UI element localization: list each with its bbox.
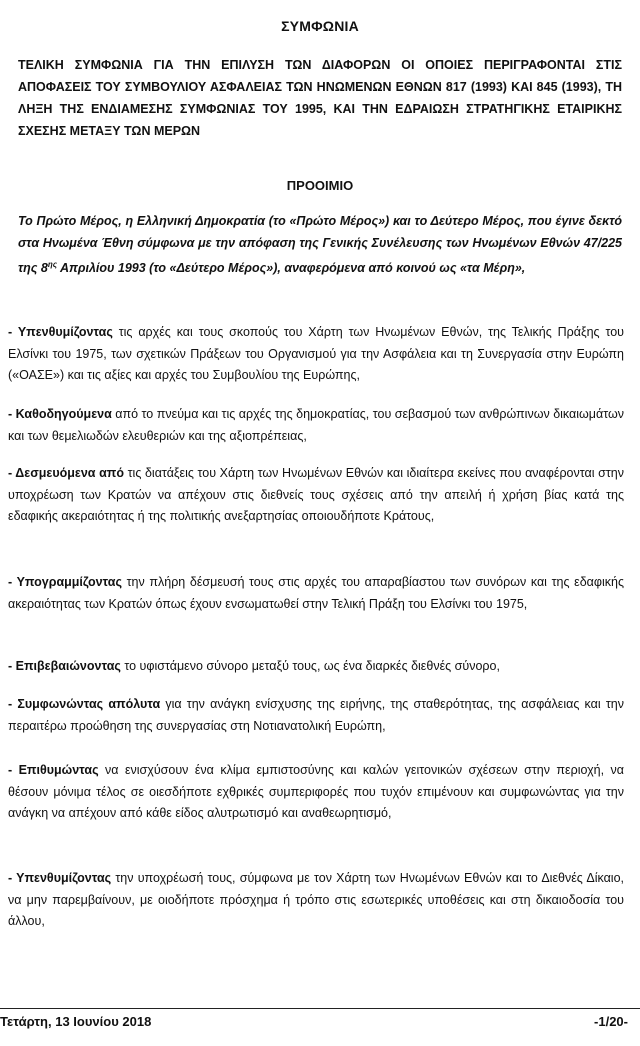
footer-date: Τετάρτη, 13 Ιουνίου 2018	[0, 1014, 152, 1029]
clause-text: να ενισχύσουν ένα κλίμα εμπιστοσύνης και καλών γειτονικών σχέσεων στην περιοχή, να θέσουν μόνιμα τέλος σε οιεσδήποτε εχθρικές συμπεριφορές που τυχόν επιμένουν και συμφωνώντας για την ανάγκη να απέχουν από κάθε είδος αλυτρωτισμό και αναθεωρητισμό,	[8, 763, 625, 820]
preamble-clause	[8, 656, 624, 678]
preamble-clause	[8, 694, 624, 737]
clause-text: την πλήρη δέσμευσή τους στις αρχές του απαραβίαστου των συνόρων και της εδαφικής ακεραιότητας των Κρατών όπως έχουν ενσωματωθεί στην Τελική Πράξη του Ελσίνκι του 1975,	[8, 575, 624, 611]
clause-lead: - Υπενθυμίζοντας	[8, 325, 113, 339]
clause-text: τις διατάξεις του Χάρτη των Ηνωμένων Εθνών και ιδιαίτερα εκείνες που αναφέρονται στην υποχρέωση των Κρατών να απέχουν στις διεθνείς τους σχέσεις από την απειλή ή χρήση βίας κατά της εδαφικής ακεραιότητας ή της πολιτικής ανεξαρτησίας οποιουδήποτε Κράτους,	[8, 466, 624, 523]
clause-text: την υποχρέωσή τους, σύμφωνα με τον Χάρτη των Ηνωμένων Εθνών και το Διεθνές Δίκαιο, να μην παρεμβαίνουν, με οιοδήποτε πρόσχημα ή τρόπο στις εσωτερικές υποθέσεις και στη δικαιοδοσία του άλλου,	[8, 871, 624, 928]
preamble-clause	[8, 572, 624, 615]
clause-lead: - Καθοδηγούμενα	[8, 407, 112, 421]
preamble-clause	[8, 868, 624, 933]
preamble-clause	[8, 322, 624, 387]
clause-lead: - Υπογραμμίζοντας	[8, 575, 122, 589]
footer-divider	[0, 1008, 640, 1009]
intro-ordinal-superscript: ης	[47, 260, 57, 269]
page-number: -1/20-	[594, 1014, 628, 1029]
clause-text: τις αρχές και τους σκοπούς του Χάρτη των Ηνωμένων Εθνών, της Τελικής Πράξης του Ελσίνκι του 1975, των σχετικών Πράξεων του Οργανισμού για την Ασφάλεια και τη Συνεργασία στην Ευρώπη («ΟΑΣΕ») και τις αξίες και αρχές του Συμβουλίου της Ευρώπης,	[8, 325, 624, 382]
preamble-clause	[8, 760, 624, 825]
clause-lead: - Συμφωνώντας απόλυτα	[8, 697, 161, 711]
clause-lead: - Υπενθυμίζοντας	[8, 871, 112, 885]
clause-lead: - Δεσμευόμενα από	[8, 466, 124, 480]
document-title: ΣΥΜΦΩΝΙΑ	[281, 18, 359, 34]
intro-text-part2: Απριλίου 1993 (το «Δεύτερο Μέρος»), αναφερόμενα από κοινού ως «τα Μέρη»,	[56, 261, 526, 276]
clause-text: το υφιστάμενο σύνορο μεταξύ τους, ως ένα διαρκές διεθνές σύνορο,	[120, 659, 500, 673]
preamble-heading: ΠΡΟΟΙΜΙΟ	[286, 178, 354, 193]
document-subtitle: ΤΕΛΙΚΗ ΣΥΜΦΩΝΙΑ ΓΙΑ ΤΗΝ ΕΠΙΛΥΣΗ ΤΩΝ ΔΙΑΦΟΡΩΝ ΟΙ ΟΠΟΙΕΣ ΠΕΡΙΓΡΑΦΟΝΤΑΙ ΣΤΙΣ ΑΠΟΦΑΣΕΙΣ ΤΟΥ ΣΥΜΒΟΥΛΙΟΥ ΑΣΦΑΛΕΙΑΣ ΤΩΝ ΗΝΩΜΕΝΩΝ ΕΘΝΩΝ 817 (1993) ΚΑΙ 845 (1993), ΤΗ ΛΗΞΗ ΤΗΣ ΕΝΔΙΑΜΕΣΗΣ ΣΥΜΦΩΝΙΑΣ ΤΟΥ 1995, ΚΑΙ ΤΗΝ ΕΔΡΑΙΩΣΗ ΣΤΡΑΤΗΓΙΚΗΣ ΕΤΑΙΡΙΚΗΣ ΣΧΕΣΗΣ ΜΕΤΑΞΥ ΤΩΝ ΜΕΡΩΝ	[18, 58, 622, 138]
preamble-clause	[8, 404, 624, 447]
preamble-clause	[8, 463, 624, 528]
intro-text-part1: Το Πρώτο Μέρος, η Ελληνική Δημοκρατία (το «Πρώτο Μέρος») και το Δεύτερο Μέρος, που έγινε δεκτό στα Ηνωμένα Έθνη σύμφωνα με την απόφαση της Γενικής Συνέλευσης των Ηνωμένων Εθνών 47/225 της 8	[18, 214, 622, 276]
clause-lead: - Επιβεβαιώνοντας	[8, 659, 121, 673]
clause-lead: - Επιθυμώντας	[8, 763, 99, 777]
clause-text: από το πνεύμα και τις αρχές της δημοκρατίας, του σεβασμού των ανθρώπινων δικαιωμάτων και των θεμελιωδών ελευθεριών και της αξιοπρέπειας,	[8, 407, 624, 443]
preamble-intro	[18, 210, 622, 279]
clause-text: για την ανάγκη ενίσχυσης της ειρήνης, της σταθερότητας, της ασφάλειας και την περαιτέρω προώθηση της συνεργασίας στη Νοτιανατολική Ευρώπη,	[8, 697, 624, 733]
